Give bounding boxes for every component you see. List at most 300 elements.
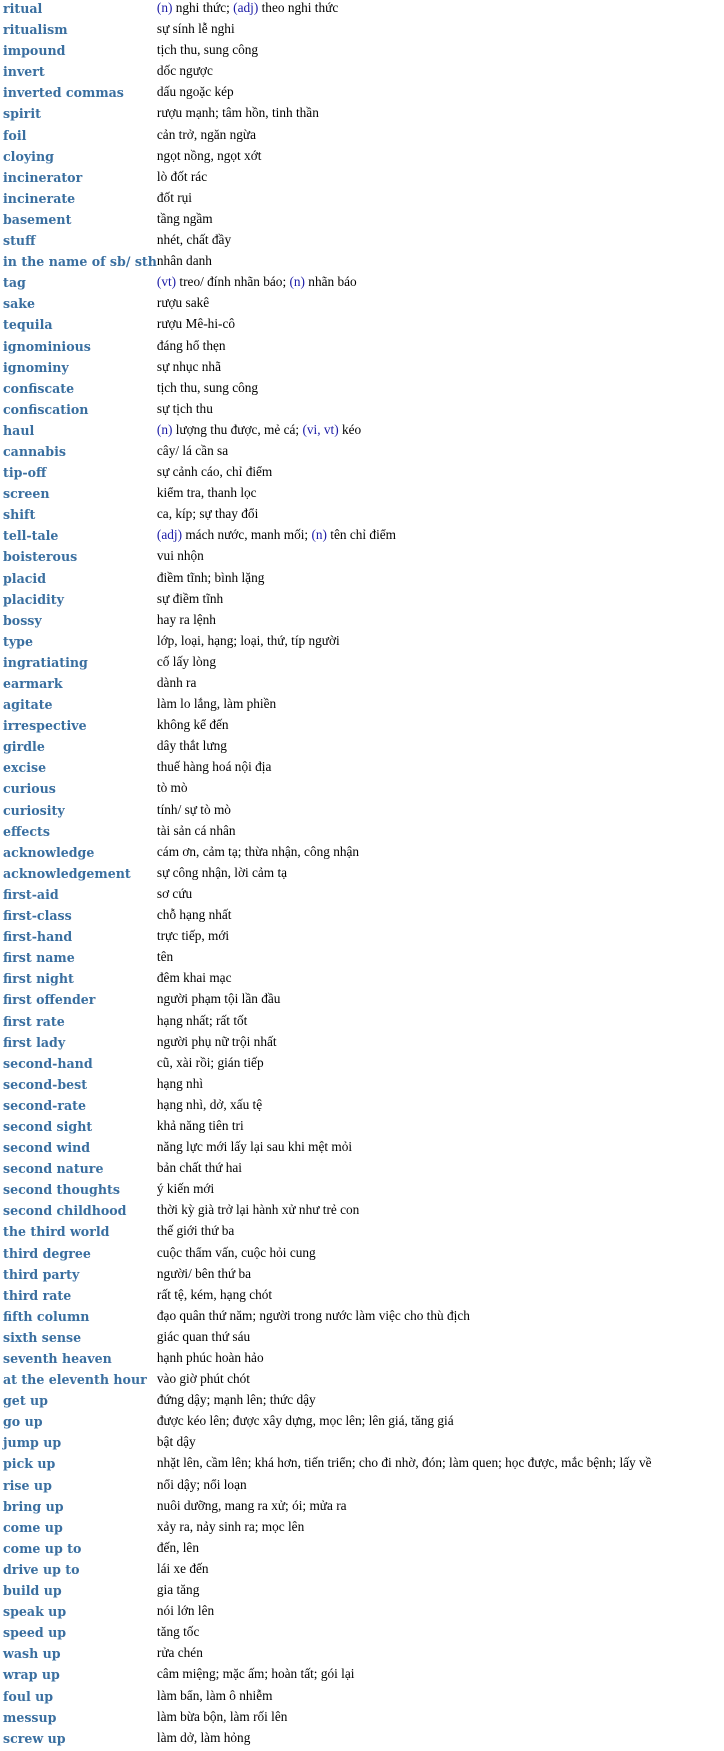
vocab-definition [157,105,652,126]
table-row [3,190,652,211]
vocab-term: wrap up [3,1667,60,1683]
definition-text: nhét, chất đầy [156,232,232,248]
definition-text: sự điềm tĩnh [156,590,224,606]
definition-text: ý kiến mới [156,1181,215,1197]
vocab-definition [157,949,652,970]
vocab-term: shift [3,507,36,523]
table-row [3,949,652,970]
definition-text: chỗ hạng nhất [156,907,232,923]
vocab-term: seventh heaven [3,1351,112,1366]
definition-text: mách nước, manh mối; [182,527,312,543]
vocab-definition [157,63,652,84]
vocab-definition [157,1434,652,1455]
table-row [3,1076,652,1097]
vocab-definition [157,190,652,211]
vocab-term: haul [3,422,35,438]
table-row [3,316,652,337]
table-row [3,401,652,422]
table-row [3,970,652,991]
vocab-term: foul up [3,1688,54,1704]
vocab-term: first-hand [3,929,73,945]
vocab-definition [157,865,652,886]
vocab-definition [157,84,652,105]
vocab-term: confiscation [3,401,89,417]
table-row [3,295,652,316]
vocab-definition [157,759,652,780]
vocab-term: curiosity [3,802,65,818]
vocab-definition [157,485,652,506]
table-row [3,1202,652,1223]
vocab-term: tag [3,275,26,291]
vocab-term: confiscate [3,380,75,396]
table-row [3,63,652,84]
definition-text: thuế hàng hoá nội địa [156,759,272,775]
vocab-definition [157,211,652,232]
vocab-definition [157,1624,652,1645]
definition-text: kéo [338,421,362,437]
definition-text: tính/ sự tò mò [156,801,231,817]
vocab-definition [157,1498,652,1519]
table-row [3,464,652,485]
vocab-term: build up [3,1583,62,1599]
vocab-definition [157,633,652,654]
definition-text: cây/ lá cần sa [156,442,229,458]
vocab-term: first night [3,971,74,987]
table-row [3,1055,652,1076]
table-row [3,1730,652,1751]
vocab-definition [157,907,652,928]
table-row [3,1097,652,1118]
vocab-definition [157,1392,652,1413]
definition-text: hạng nhì [156,1075,204,1091]
vocab-term: first name [3,950,75,966]
vocab-term: placidity [3,591,64,607]
vocab-term: tequila [3,317,53,333]
table-row [3,570,652,591]
vocab-definition [157,338,652,359]
vocab-definition [157,802,652,823]
vocab-definition [157,0,652,21]
table-row [3,21,652,42]
vocab-term: first-aid [3,886,59,902]
definition-text: lò đốt rác [156,168,208,184]
vocab-definition [157,1561,652,1582]
table-row [3,696,652,717]
vocab-term: speak up [3,1604,67,1620]
vocab-term: rise up [3,1477,52,1493]
definition-text: dốc ngược [156,63,213,79]
definition-text: người/ bên thứ ba [156,1265,252,1281]
vocab-term: basement [3,211,72,227]
vocab-term: fifth column [3,1308,90,1324]
vocab-term: first rate [3,1013,65,1029]
table-row [3,991,652,1012]
vocabulary-table-body [3,0,652,1751]
vocab-term: incinerate [3,190,76,206]
table-row [3,844,652,865]
part-of-speech-label: (vi, vt) [302,421,339,437]
definition-text: làm lo lắng, làm phiền [156,696,277,712]
table-row [3,675,652,696]
vocab-definition [157,506,652,527]
vocab-term: ignominy [3,359,69,375]
vocab-definition [157,1350,652,1371]
vocab-definition [157,1055,652,1076]
definition-text: thời kỳ già trở lại hành xử như trẻ con [156,1202,360,1218]
definition-text: gia tăng [156,1582,200,1598]
vocab-definition [157,1266,652,1287]
table-row [3,1540,652,1561]
definition-text: được kéo lên; được xây dựng, mọc lên; lên giá, tăng giá [156,1413,454,1429]
definition-text: rượu Mê-hi-cô [156,316,236,332]
definition-text: trực tiếp, mới [156,928,230,944]
vocab-term: ingratiating [3,654,88,670]
table-row [3,359,652,380]
vocab-definition [157,1308,652,1329]
vocab-term: impound [3,43,66,59]
table-row [3,1266,652,1287]
vocab-definition [157,1245,652,1266]
table-row [3,1434,652,1455]
definition-text: lượng thu được, mẻ cá; [172,421,303,437]
vocab-term: pick up [3,1456,56,1472]
vocab-definition [157,570,652,591]
table-row [3,148,652,169]
vocab-term: cannabis [3,443,66,459]
table-row [3,1245,652,1266]
vocab-definition [157,42,652,63]
table-row [3,1709,652,1730]
table-row [3,633,652,654]
vocab-definition [157,738,652,759]
table-row [3,1519,652,1540]
vocab-term: excise [3,760,47,776]
definition-text: làm dở, làm hỏng [156,1729,251,1745]
definition-text: cám ơn, cảm tạ; thừa nhận, công nhận [156,843,360,859]
vocab-definition [157,1413,652,1434]
definition-text: cố lấy lòng [156,653,216,669]
table-row [3,1308,652,1329]
vocab-term: speed up [3,1625,67,1641]
vocab-definition [157,1666,652,1687]
definition-text: tài sản cá nhân [156,822,236,838]
vocab-term: second-rate [3,1097,86,1113]
table-row [3,1371,652,1392]
vocab-definition [157,717,652,738]
vocab-term: type [3,633,33,649]
table-row [3,1392,652,1413]
definition-text: đứng dậy; mạnh lên; thức dậy [156,1392,316,1408]
table-row [3,1350,652,1371]
definition-text: bản chất thứ hai [156,1160,243,1176]
vocab-term: third degree [3,1245,91,1261]
vocab-term: bring up [3,1498,64,1514]
table-row [3,1034,652,1055]
vocab-definition [157,1582,652,1603]
table-row [3,1013,652,1034]
vocab-definition [157,612,652,633]
table-row [3,527,652,548]
definition-text: đến, lên [156,1539,199,1555]
table-row [3,1666,652,1687]
vocab-definition [157,548,652,569]
vocab-definition [157,1709,652,1730]
vocab-definition [157,1477,652,1498]
table-row [3,1118,652,1139]
definition-text: treo/ đính nhãn báo; [176,274,290,290]
vocab-definition [157,1519,652,1540]
table-row [3,1223,652,1244]
definition-text: tăng tốc [156,1624,200,1640]
vocab-term: messup [3,1709,57,1725]
table-row [3,1561,652,1582]
vocab-definition [157,991,652,1012]
definition-text: giác quan thứ sáu [156,1328,251,1344]
table-row [3,0,652,21]
table-row [3,1413,652,1434]
vocab-term: spirit [3,106,41,122]
vocab-term: cloying [3,148,54,164]
vocab-definition [157,970,652,991]
vocab-term: in the name of sb/ sth [3,254,157,270]
definition-text: nghi thức; [172,0,234,15]
definition-text: dành ra [156,675,197,690]
vocab-term: drive up to [3,1561,80,1577]
definition-text: rất tệ, kém, hạng chót [156,1286,273,1302]
table-row [3,443,652,464]
vocab-definition [157,675,652,696]
definition-text: đêm khai mạc [156,970,232,986]
vocab-term: earmark [3,676,63,691]
vocab-definition [157,127,652,148]
vocab-term: second childhood [3,1203,127,1219]
vocab-definition [157,1097,652,1118]
vocab-definition [157,654,652,675]
table-row [3,105,652,126]
vocab-definition [157,401,652,422]
part-of-speech-label: (vt) [156,274,177,290]
table-row [3,1582,652,1603]
definition-text: kiểm tra, thanh lọc [156,485,257,501]
vocab-definition [157,232,652,253]
table-row [3,1181,652,1202]
table-row [3,802,652,823]
table-row [3,1498,652,1519]
definition-text: theo nghi thức [258,0,339,15]
definition-text: rượu mạnh; tâm hồn, tinh thần [156,105,319,121]
definition-text: đốt rụi [156,189,192,205]
vocab-term: come up [3,1519,63,1535]
table-row [3,1645,652,1666]
table-row [3,1477,652,1498]
vocab-term: acknowledge [3,844,95,860]
table-row [3,422,652,443]
part-of-speech-label: (adj) [156,527,182,543]
vocab-definition [157,464,652,485]
definition-text: cản trở, ngăn ngừa [156,126,257,142]
table-row [3,612,652,633]
definition-text: sự sính lễ nghi [156,21,235,37]
vocab-term: second-best [3,1076,88,1092]
vocab-term: girdle [3,739,45,755]
definition-text: vào giờ phút chót [156,1371,250,1387]
vocab-term: the third world [3,1224,110,1240]
definition-text: người phạm tội lần đầu [156,991,281,1007]
table-row [3,1624,652,1645]
vocab-term: screen [3,486,50,502]
definition-text: sự tịch thu [156,400,213,416]
vocab-definition [157,422,652,443]
table-row [3,211,652,232]
vocab-term: first offender [3,992,96,1008]
table-row [3,1688,652,1709]
vocab-term: bossy [3,612,42,628]
definition-text: sự công nhận, lời cảm tạ [156,864,288,880]
table-row [3,886,652,907]
vocab-term: boisterous [3,549,78,565]
vocab-definition [157,1223,652,1244]
vocab-definition [157,295,652,316]
vocab-term: incinerator [3,169,83,185]
vocab-definition [157,1371,652,1392]
definition-text: người phụ nữ trội nhất [156,1033,277,1049]
definition-text: tên chỉ điểm [326,527,397,543]
table-row [3,485,652,506]
vocab-definition [157,823,652,844]
definition-text: ca, kíp; sự thay đổi [156,506,259,522]
part-of-speech-label: (n) [156,0,173,15]
table-row [3,380,652,401]
definition-text: rượu sakê [156,295,210,311]
vocab-term: ritual [3,1,43,16]
vocab-term: third party [3,1266,80,1282]
definition-text: tịch thu, sung công [156,42,259,58]
table-row [3,1455,652,1476]
definition-text: lái xe đến [156,1560,209,1576]
table-row [3,1139,652,1160]
vocab-term: jump up [3,1435,62,1451]
vocab-term: get up [3,1393,48,1409]
vocab-definition [157,21,652,42]
vocab-definition [157,380,652,401]
vocab-term: invert [3,64,45,80]
table-row [3,42,652,63]
table-row [3,253,652,274]
definition-text: sự nhục nhã [156,358,221,374]
definition-text: năng lực mới lấy lại sau khi mệt mỏi [156,1139,353,1155]
definition-text: sơ cứu [156,885,193,901]
vocab-term: stuff [3,233,36,249]
vocabulary-table [3,0,652,1751]
vocab-definition [157,1181,652,1202]
table-row [3,232,652,253]
vocab-term: second wind [3,1140,91,1156]
vocab-definition [157,591,652,612]
vocab-definition [157,316,652,337]
vocab-term: second nature [3,1161,104,1177]
vocab-definition [157,1730,652,1751]
definition-text: tịch thu, sung công [156,379,259,395]
vocab-definition [157,886,652,907]
table-row [3,274,652,295]
table-row [3,907,652,928]
vocab-term: wash up [3,1646,61,1662]
table-row [3,1287,652,1308]
vocab-definition [157,1013,652,1034]
definition-text: tầng ngầm [156,210,213,226]
table-row [3,654,652,675]
definition-text: ngọt nồng, ngọt xớt [156,147,262,163]
vocab-term: acknowledgement [3,865,131,881]
vocab-term: first lady [3,1034,66,1050]
part-of-speech-label: (n) [311,527,327,543]
vocab-definition [157,1455,652,1476]
definition-text: khả năng tiên tri [156,1117,244,1133]
table-row [3,506,652,527]
definition-text: hạng nhất; rất tốt [156,1012,248,1028]
definition-text: nhặt lên, cầm lên; khá hơn, tiến triển; cho đi nhờ, đón; làm quen; học được, mắc bệnh; lấy về [156,1455,652,1471]
vocab-term: ignominious [3,338,91,354]
definition-text: hạng nhì, dở, xấu tệ [156,1096,263,1112]
vocab-definition [157,1076,652,1097]
vocab-definition [157,169,652,190]
vocab-term: sake [3,296,35,312]
definition-text: câm miệng; mặc ấm; hoàn tất; gói lại [156,1666,355,1682]
definition-text: đáng hổ thẹn [156,337,226,353]
vocab-definition [157,443,652,464]
definition-text: xảy ra, nảy sinh ra; mọc lên [156,1518,305,1534]
vocab-definition [157,844,652,865]
table-row [3,928,652,949]
vocab-term: go up [3,1414,43,1430]
vocab-definition [157,696,652,717]
vocab-term: second thoughts [3,1182,120,1198]
definition-text: hay ra lệnh [156,611,216,627]
definition-text: dấu ngoặc kép [156,84,234,100]
vocab-definition [157,1287,652,1308]
table-row [3,759,652,780]
definition-text: vui nhộn [156,548,204,564]
definition-text: bật dậy [156,1434,196,1450]
definition-text: điềm tĩnh; bình lặng [156,569,265,585]
table-row [3,865,652,886]
vocab-definition [157,1688,652,1709]
table-row [3,1160,652,1181]
definition-text: cũ, xài rồi; gián tiếp [156,1054,264,1070]
definition-text: rửa chén [156,1645,203,1661]
vocab-term: inverted commas [3,85,124,101]
part-of-speech-label: (n) [289,274,305,290]
definition-text: tò mò [156,780,188,796]
vocab-term: first-class [3,908,72,924]
definition-text: cuộc thẩm vấn, cuộc hỏi cung [156,1244,316,1260]
vocab-definition [157,1034,652,1055]
table-row [3,548,652,569]
definition-text: không kể đến [156,717,229,733]
vocab-term: foil [3,127,27,143]
table-row [3,169,652,190]
part-of-speech-label: (adj) [233,0,259,15]
definition-text: đạo quân thứ năm; người trong nước làm việc cho thù địch [156,1307,470,1323]
definition-text: làm bẩn, làm ô nhiễm [156,1687,273,1703]
definition-text: hạnh phúc hoàn hảo [156,1350,264,1365]
definition-text: làm bừa bộn, làm rối lên [156,1708,288,1724]
table-row [3,84,652,105]
vocab-definition [157,1603,652,1624]
vocab-definition [157,1329,652,1350]
table-row [3,1329,652,1350]
table-row [3,338,652,359]
